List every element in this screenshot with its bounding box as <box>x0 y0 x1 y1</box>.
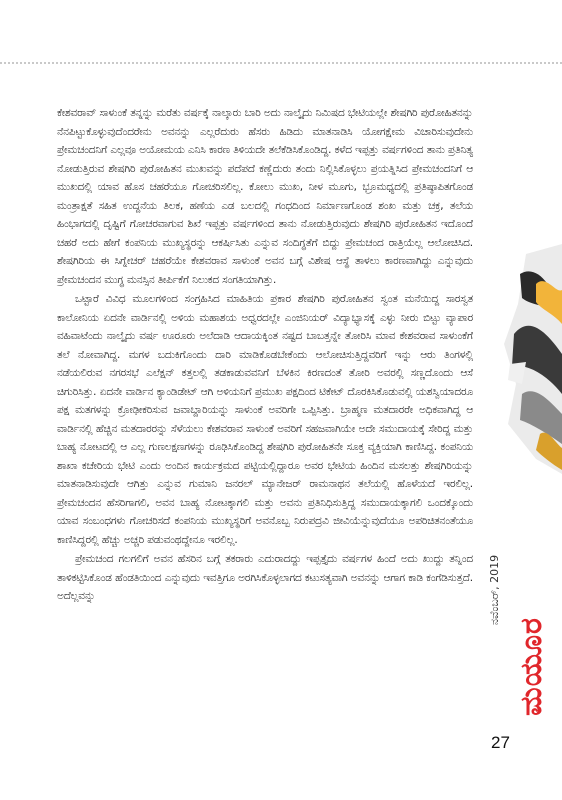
paragraph-2: ಒಟ್ಟಾರೆ ವಿವಿಧ ಮೂಲಗಳಿಂದ ಸಂಗ್ರಹಿಸಿದ ಮಾಹಿತಿಯ ಪ್ರಕಾರ ಶೇಷಗಿರಿ ಪುರೋಹಿತನ ಸ್ವಂತ ಮನೆಯಿದ್ದ ಸಾರಸ್ವತ ಕಾಲೋನಿಯ ಏದನೇ ವಾರ್ಡಿನಲ್ಲಿ ಅಳಿಯ ಮಹಾಶಯ ಅಧ್ವರದಲ್ಲೇ ಎಂಜಿನಿಯರ್ ವಿದ್ಯಾಭ್ಯಾಸಕ್ಕೆ ಎಳ್ಳು ನೀರು ಬಿಟ್ಟು ವ್ಯಾಪಾರ ವಹಿವಾಟೆಂದು ನಾಲ್ಕೈದು ವರ್ಷ ಊರೂರು ಅಲೆದಾಡಿ ಆದಾಯಕ್ಕಿಂತ ನಷ್ಟದ ಬಾಬತ್ತನ್ನೇ ತೋರಿಸಿ ಮಾವ ಕೇಶವರಾವ ಸಾಳುಂಕೆಗೆ ತಲೆ ನೋವಾಗಿದ್ದ. ಮಗಳ ಬದುಕಿಗೊಂದು ದಾರಿ ಮಾಡಿಕೊಡಬೇಕೆಂದು ಆಲೋಚಿಸುತ್ತಿದ್ದವರಿಗೆ ಇನ್ನು ಆರು ತಿಂಗಳಲ್ಲಿ ನಡೆಯಲಿರುವ ನಗರಸಭೆ ಎಲೆಕ್ಷನ್ ಕತ್ತಲಲ್ಲಿ ತಡಕಾಡುವವನಿಗೆ ಬೆಳಕಿನ ಕಿರಣದಂತೆ ತೋರಿ ಅವರಲ್ಲಿ ಸಣ್ಣದೊಂದು ಆಸೆ ಚಿಗುರಿಸಿತ್ತು. ಏದನೇ ವಾರ್ಡಿನ ಕ್ಯಾಂಡಿಡೇಟ್ ಆಗಿ ಅಳಿಯನಿಗೆ ಪ್ರಮುಖ ಪಕ್ಷದಿಂದ ಟಿಕೇಟ್ ದೊರಕಿಸಿಕೊಡುವಲ್ಲಿ ಯಶಸ್ವಿಯಾದರೂ ಪಕ್ಷ ಮತಗಳನ್ನು ಕ್ರೋಢೀಕರಿಸುವ ಜವಾಬ್ದಾರಿಯನ್ನು ಸಾಳುಂಕೆ ಅವರಿಗೇ ಒಪ್ಪಿಸಿತ್ತು. ಬ್ರಾಹ್ಮಣ ಮತದಾರರೇ ಅಧಿಕವಾಗಿದ್ದ ಆ ವಾರ್ಡಿನಲ್ಲಿ ಹೆಚ್ಚಿನ ಮತದಾರರನ್ನು ಸೆಳೆಯಲು ಕೇಶವರಾವ ಸಾಳುಂಕೆ ಅವರಿಗೆ ಸಹಜವಾಗಿಯೇ ಅದೇ ಸಮುದಾಯಕ್ಕೆ ಸೇರಿದ್ದ ಮತ್ತು ಬಾಹ್ಯ ನೋಟದಲ್ಲಿ ಆ ಎಲ್ಲ ಗುಣಲಕ್ಷಣಗಳನ್ನು ರೂಢಿಸಿಕೊಂಡಿದ್ದ ಶೇಷಗಿರಿ ಪುರೋಹಿತನೇ ಸೂಕ್ತ ವ್ಯಕ್ತಿಯಾಗಿ ಕಾಣಿಸಿದ್ದ. ಕಂಪನಿಯ ಶಾಖಾ ಕಚೇರಿಯ ಭೇಟಿ ಎಂದು ಅಂದಿನ ಕಾರ್ಯಕ್ರಮದ ಪಟ್ಟಿಯಲ್ಲಿದ್ದಾರೂ ಅವರ ಭೇಟಿಯ ಹಿಂದಿನ ಮಸಲತ್ತು ಶೇಷಗಿರಿಯನ್ನು ಮಾತನಾಡಿಸುವುದೇ ಆಗಿತ್ತು ಎನ್ನುವ ಗುಮಾನಿ ಜನರಲ್ ಮ್ಯಾನೇಜರ್ ರಾಮನಾಥನ ತಲೆಯಲ್ಲಿ ಹೊಳೆಯದೆ ಇರಲಿಲ್ಲ. ಪ್ರೇಮಚಂದನ ಹೆಸರಿಗಾಗಲಿ, ಅವನ ಬಾಹ್ಯ ನೋಟಕ್ಕಾಗಲಿ ಮತ್ತು ಅವನು ಪ್ರತಿನಿಧಿಸುತ್ತಿದ್ದ ಸಮುದಾಯಕ್ಕಾಗಲಿ ಒಂದಕ್ಕೊಂದು ಯಾವ ಸಂಬಂಧಗಳು ಗೋಚರಿಸದೆ ಕಂಪನಿಯ ಮುಖ್ಯಸ್ಥರಿಗೆ ಅವನೊಬ್ಬ ನಿರುಪದ್ರವಿ ಜೀವಿಯೆನ್ನುವುದೆಯೂ ಅಪರಿಚಿತನಂತೆಯೂ ಕಾಣಿಸಿದ್ದರಲ್ಲಿ ಹೆಚ್ಚು ಅಚ್ಚರಿ ಪಡುವಂಥದ್ದೇನೂ ಇರಲಿಲ್ಲ. <box>57 293 473 546</box>
paragraph-3: ಪ್ರೇಮಚಂದ ಗಲಗಲಿಗೆ ಅವನ ಹೆಸರಿನ ಬಗ್ಗೆ ತಕರಾರು ಎದುರಾದದ್ದು ಇಪ್ಪತ್ತೈದು ವರ್ಷಗಳ ಹಿಂದೆ ಅದು ಖುದ್ದು ತನ್ನಿಂದ ತಾಳಿಕಟ್ಟಿಸಿಕೊಂಡ ಹೆಂಡತಿಯಿಂದ ಎನ್ನುವುದು ಇವತ್ತಿಗೂ ಅರಗಿಸಿಕೊಳ್ಳಲಾಗದ ಕಟುಸತ್ಯವಾಗಿ ಅವನನ್ನು ಆಗಾಗ ಕಾಡಿ ಕಂಗೆಡಿಸುತ್ತದೆ. ಅದೆಲ್ಲವನ್ನು <box>57 553 473 602</box>
page-number: 27 <box>491 733 510 752</box>
illustration-fragment <box>496 244 562 474</box>
paragraph-1: ಕೇಶವರಾವ್ ಸಾಳುಂಕೆ ತನ್ನನ್ನು ಮರೆತು ವರ್ಷಕ್ಕೆ ನಾಲ್ಕಾರು ಬಾರಿ ಅದು ನಾಲ್ಕೈದು ನಿಮಿಷದ ಭೇಟಿಯಲ್ಲೇ ಶೇಷಗಿರಿ ಪುರೋಹಿತನನ್ನು ನೆನಪಿಟ್ಟುಕೊಳ್ಳುವುದೆಂದರೇನು ಅವನನ್ನು ಎಲ್ಲರೆದುರು ಹೆಸರು ಹಿಡಿದು ಮಾತನಾಡಿಸಿ ಯೋಗಕ್ಷೇಮ ವಿಚಾರಿಸುವುದೇನು ಪ್ರೇಮಚಂದನಿಗೆ ಎಲ್ಲವೂ ಅಯೋಮಯ ಎನಿಸಿ ಕಾರಣ ತಿಳಿಯದೇ ತಲೆಕೆಡಿಸಿಕೊಂಡಿದ್ದ. ಕಳೆದ ಇಪ್ಪತ್ತು ವರ್ಷಗಳಿಂದ ತಾನು ಪ್ರತಿನಿತ್ಯ ನೋಡುತ್ತಿರುವ ಶೇಷಗಿರಿ ಪುರೋಹಿತನ ಮುಖವನ್ನು ಪದೆಪದೆ ಕಣ್ಣೆದುರು ತಂದು ನಿಲ್ಲಿಸಿಕೊಳ್ಳಲು ಪ್ರಯತ್ನಿಸಿದ ಪ್ರೇಮಚಂದನಿಗೆ ಆ ಮುಖದಲ್ಲಿ ಯಾವ ಹೊಸ ಚಹರೆಯೂ ಗೋಚರಿಸಲಿಲ್ಲ. ಕೋಲು ಮುಖ, ನೀಳ ಮೂಗು, ಭ್ರೂಮಧ್ಯದಲ್ಲಿ ಪ್ರತಿಷ್ಠಾಪಿತಗೊಂಡ ಮಂತ್ರಾಕ್ಷತೆ ಸಹಿತ ಉದ್ದನೆಯ ತಿಲಕ, ಹಣೆಯ ಎಡ ಬಲದಲ್ಲಿ ಗಂಧದಿಂದ ನಿರ್ಮಾಣಗೊಂಡ ಶಂಖ ಮತ್ತು ಚಕ್ರ, ತಲೆಯ ಹಿಂಭಾಗದಲ್ಲಿ ದೃಷ್ಟಿಗೆ ಗೋಚರವಾಗುವ ಶಿಖೆ ಇಪ್ಪತ್ತು ವರ್ಷಗಳಿಂದ ತಾನು ನೋಡುತ್ತಿರುವುದು ಶೇಷಗಿರಿ ಪುರೋಹಿತನ ಇದೊಂದೆ ಚಹರೆ ಅದು ಹೇಗೆ ಕಂಪನಿಯ ಮುಖ್ಯಸ್ಥರನ್ನು ಆಕರ್ಷಿಸಿತು ಎನ್ನುವ ಸಂದಿಗ್ಧತೆಗೆ ಬಿದ್ದು ಪ್ರೇಮಚಂದ ರಾತ್ರಿಯೆಲ್ಲ ಆಲೋಚಿಸಿದ. ಶೇಷಗಿರಿಯ ಈ ಸಿಗ್ನೇಚರ್ ಚಹರೆಯೇ ಕೇಶವರಾವ ಸಾಳುಂಕೆ ಅವನ ಬಗ್ಗೆ ವಿಶೇಷ ಆಸ್ಥೆ ತಾಳಲು ಕಾರಣವಾಗಿದ್ದು ಎನ್ನುವುದು ಪ್ರೇಮಚಂದನ ಮುಗ್ಧ ಮನಸ್ಸಿನ ತೀರ್ಪಿಕೆಗೆ ನಿಲುಕದ ಸಂಗತಿಯಾಗಿತ್ತು. <box>57 107 473 286</box>
top-dotted-rule <box>0 62 562 64</box>
magazine-logo: ಮಯೂರ <box>513 616 549 716</box>
issue-date: ನವೆಂಬರ್, 2019 <box>488 554 501 626</box>
story-text <box>57 104 473 606</box>
